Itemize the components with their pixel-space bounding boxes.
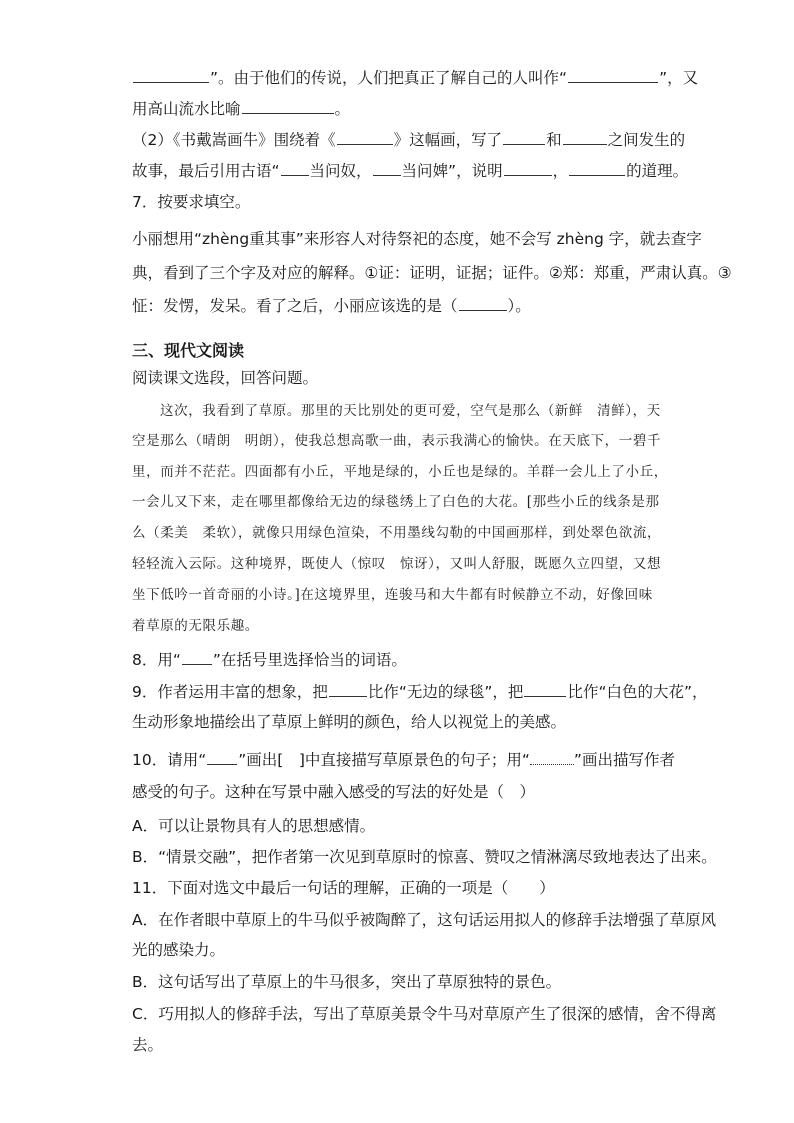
question-6-2-line-2 bbox=[132, 159, 688, 182]
text: 的道理。 bbox=[626, 162, 689, 180]
answer-blank[interactable] bbox=[568, 66, 658, 83]
text: ”画出描写作者 bbox=[573, 751, 675, 769]
text: 当问奴， bbox=[309, 162, 372, 180]
text: 。 bbox=[334, 100, 351, 118]
text: ”。由于他们的传说，人们把真正了解自己的人叫作“ bbox=[210, 69, 568, 87]
text: 怔：发愣，发呆。看了之后，小丽应该选的是（ bbox=[132, 297, 458, 315]
section-intro: 阅读课文选段，回答问题。 bbox=[132, 369, 319, 387]
question-10-option-b[interactable]: B．“情景交融”，把作者第一次见到草原时的惊喜、赞叹之情淋漓尽致地表达了出来。 bbox=[132, 848, 717, 866]
answer-blank[interactable] bbox=[504, 159, 552, 176]
text: 比作“白色的大花”， bbox=[567, 683, 708, 701]
text: 和 bbox=[546, 131, 562, 149]
text: 8．用“ bbox=[132, 651, 181, 669]
answer-blank[interactable] bbox=[373, 159, 401, 176]
answer-blank[interactable] bbox=[524, 680, 566, 697]
passage-line: 里，而并不茫茫。四面都有小丘，平地是绿的，小丘也是绿的。羊群一会儿上了小丘， bbox=[132, 464, 668, 480]
question-11-title: 11．下面对选文中最后一句话的理解，正确的一项是（ ） bbox=[132, 879, 555, 897]
answer-blank[interactable] bbox=[133, 66, 209, 83]
answer-blank[interactable] bbox=[569, 159, 625, 176]
answer-blank[interactable] bbox=[281, 159, 309, 176]
text: 之间发生的 bbox=[607, 131, 686, 149]
underline-sample bbox=[182, 648, 212, 665]
passage-line: 这次，我看到了草原。那里的天比别处的更可爱，空气是那么（新鲜 清鲜），天 bbox=[160, 403, 661, 419]
question-11-option-a-cont[interactable]: 光的感染力。 bbox=[132, 941, 226, 959]
answer-blank[interactable] bbox=[503, 128, 545, 145]
passage-line: 轻轻流入云际。这种境界，既使人（惊叹 惊讶），又叫人舒服，既愿久立四望，又想 bbox=[132, 556, 662, 572]
answer-blank[interactable] bbox=[459, 294, 507, 311]
question-11-option-b[interactable]: B．这句话写出了草原上的牛马很多，突出了草原独特的景色。 bbox=[132, 973, 562, 991]
section-heading: 三、现代文阅读 bbox=[132, 341, 245, 360]
question-10-line-1 bbox=[132, 748, 675, 771]
passage-line: 空是那么（晴朗 明朗），使我总想高歌一曲，表示我满心的愉快。在天底下，一碧千 bbox=[132, 433, 662, 449]
answer-blank[interactable] bbox=[329, 680, 367, 697]
text: 10．请用“ bbox=[132, 751, 207, 769]
text: ）。 bbox=[507, 297, 531, 315]
text: ”在括号里选择恰当的词语。 bbox=[212, 651, 407, 669]
question-7-line-1: 小丽想用“zhèng重其事”来形容人对待祭祀的态度，她不会写 zhèng 字，就去查字 bbox=[132, 230, 702, 248]
answer-blank[interactable] bbox=[242, 97, 334, 114]
question-11-option-c-cont[interactable]: 去。 bbox=[132, 1036, 164, 1054]
text: ”，又 bbox=[659, 69, 699, 87]
text: ， bbox=[552, 162, 569, 180]
passage-line: 着草原的无限乐趣。 bbox=[132, 618, 259, 634]
question-10-line-2: 感受的句子。这种在写景中融入感受的写法的好处是（ ） bbox=[132, 783, 536, 801]
passage-line: 坐下低吟一首奇丽的小诗。]在这境界里，连骏马和大牛都有时候静立不动，好像回味 bbox=[132, 587, 653, 603]
question-6-1-line-2 bbox=[132, 97, 350, 120]
question-9-line-1 bbox=[132, 680, 708, 703]
text: 当问婢”，说明 bbox=[401, 162, 503, 180]
question-9-line-2: 生动形象地描绘出了草原上鲜明的颜色，给人以视觉上的美感。 bbox=[132, 713, 567, 731]
text: 故事，最后引用古语“ bbox=[132, 162, 280, 180]
question-7-line-2: 典，看到了三个字及对应的解释。①证：证明，证据；证件。②郑：郑重，严肃认真。③ bbox=[132, 264, 732, 282]
question-11-option-c[interactable]: C．巧用拟人的修辞手法，写出了草原美景令牛马对草原产生了很深的感情，舍不得离 bbox=[132, 1005, 717, 1023]
text: ”画出[ ]中直接描写草原景色的句子；用“ bbox=[238, 751, 530, 769]
question-11-option-a[interactable]: A．在作者眼中草原上的牛马似乎被陶醉了，这句话运用拟人的修辞手法增强了草原风 bbox=[132, 911, 717, 929]
answer-blank[interactable] bbox=[337, 128, 393, 145]
question-6-1-line-1 bbox=[132, 66, 698, 89]
text: 》这幅画，写了 bbox=[393, 131, 503, 149]
question-7-line-3 bbox=[132, 294, 531, 317]
text: 比作“无边的绿毯”，把 bbox=[367, 683, 524, 701]
text: （2）《书戴嵩画牛》围绕着《 bbox=[132, 131, 336, 149]
question-10-option-a[interactable]: A．可以让景物具有人的思想感情。 bbox=[132, 817, 376, 835]
question-7-title: 7．按要求填空。 bbox=[132, 193, 251, 211]
question-6-2-line-1 bbox=[132, 128, 685, 151]
text: 9．作者运用丰富的想象，把 bbox=[132, 683, 328, 701]
underline-sample bbox=[207, 748, 237, 765]
dotted-underline-sample bbox=[530, 750, 574, 765]
passage-line: 么（柔美 柔软），就像只用绿色渲染，不用墨线勾勒的中国画那样，到处翠色欲流， bbox=[132, 525, 662, 541]
passage-line: 一会儿又下来，走在哪里都像给无边的绿毯绣上了白色的大花。[那些小丘的线条是那 bbox=[132, 494, 660, 510]
question-8 bbox=[132, 648, 407, 671]
text: 用高山流水比喻 bbox=[132, 100, 241, 118]
answer-blank[interactable] bbox=[563, 128, 607, 145]
